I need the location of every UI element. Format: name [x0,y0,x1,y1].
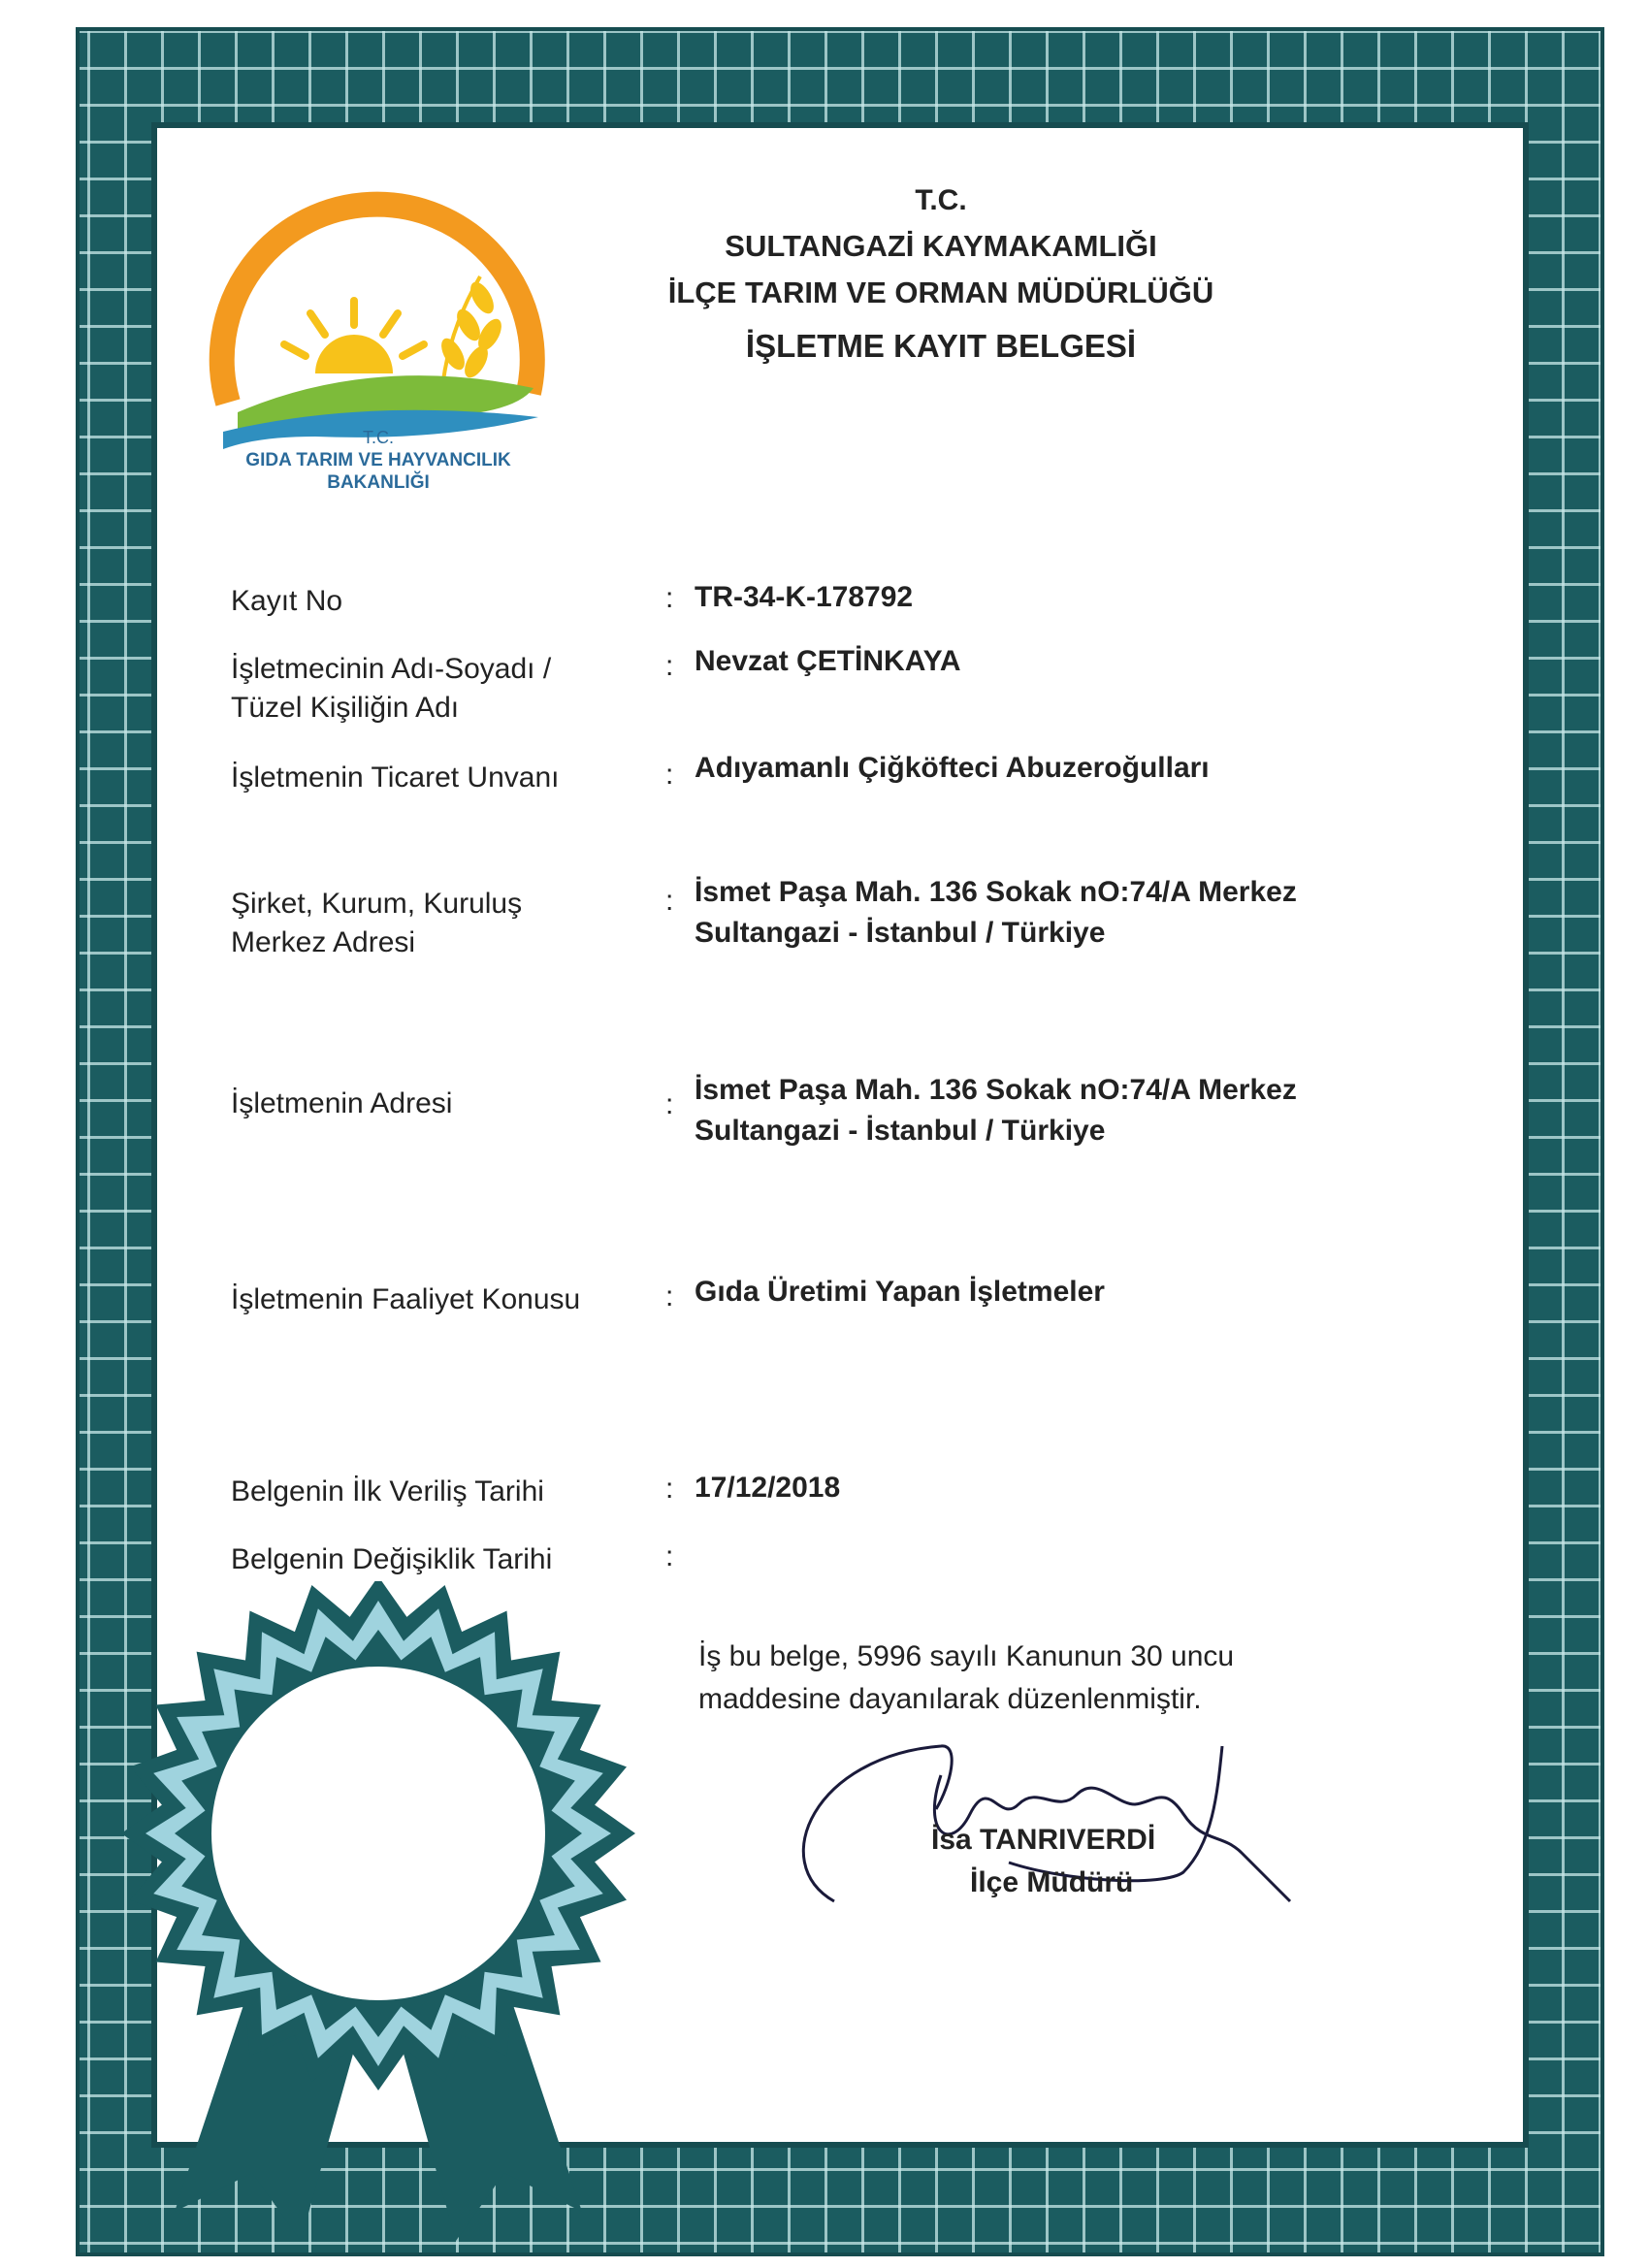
header-governorship: SULTANGAZİ KAYMAKAMLIĞI [725,229,1157,263]
rosette-center [211,1667,545,2000]
field-label-change-date: Belgenin Değişiklik Tarihi [231,1543,553,1575]
field-value-registration-no: TR-34-K-178792 [695,581,914,613]
field-colon: : [665,1088,674,1120]
field-colon: : [665,1280,674,1312]
field-value-business-address-2: Sultangazi - İstanbul / Türkiye [695,1115,1106,1147]
field-label-registration-no: Kayıt No [231,585,343,617]
logo-tc: T.C. [362,428,395,447]
field-label-hq-address-2: Merkez Adresi [231,926,416,958]
logo-ministry-line1: GIDA TARIM VE HAYVANCILIK [245,450,511,470]
sun-icon [284,301,424,373]
field-label-operator-name-2: Tüzel Kişiliğin Adı [231,692,460,724]
logo-ministry-line2: BAKANLIĞI [327,472,430,493]
field-colon: : [665,1540,674,1572]
field-value-first-issue-date: 17/12/2018 [695,1472,841,1504]
header-tc: T.C. [915,184,967,216]
field-label-operator-name-1: İşletmecinin Adı-Soyadı / [231,653,552,685]
rosette-seal-icon [116,1581,640,2260]
ministry-logo [199,189,558,509]
legal-note-line1: İş bu belge, 5996 sayılı Kanunun 30 uncu [698,1640,1235,1672]
field-label-trade-name: İşletmenin Ticaret Unvanı [231,761,560,794]
field-colon: : [665,885,674,917]
legal-note [698,1636,1397,1721]
field-label-first-issue-date: Belgenin İlk Veriliş Tarihi [231,1475,544,1507]
field-label-business-address: İşletmenin Adresi [231,1087,453,1119]
field-value-hq-address-1: İsmet Paşa Mah. 136 Sokak nO:74/A Merkez [695,876,1297,908]
field-value-operator-name: Nevzat ÇETİNKAYA [695,645,961,677]
field-value-business-address-1: İsmet Paşa Mah. 136 Sokak nO:74/A Merkez [695,1074,1297,1106]
field-value-activity: Gıda Üretimi Yapan İşletmeler [695,1276,1105,1308]
header-directorate: İLÇE TARIM VE ORMAN MÜDÜRLÜĞÜ [667,275,1214,309]
field-label-activity: İşletmenin Faaliyet Konusu [231,1283,581,1315]
field-colon: : [665,582,674,614]
field-value-hq-address-2: Sultangazi - İstanbul / Türkiye [695,917,1106,949]
field-colon: : [665,759,674,791]
field-label-hq-address-1: Şirket, Kurum, Kuruluş [231,888,523,920]
field-value-trade-name: Adıyamanlı Çiğköfteci Abuzeroğulları [695,752,1210,784]
signatory-title: İlçe Müdürü [970,1866,1134,1898]
signatory-name: İsa TANRIVERDİ [931,1824,1156,1856]
field-colon: : [665,1473,674,1505]
document-title: İŞLETME KAYIT BELGESİ [745,328,1137,364]
field-colon: : [665,650,674,682]
legal-note-line2: maddesine dayanılarak düzenlenmiştir. [698,1683,1202,1715]
